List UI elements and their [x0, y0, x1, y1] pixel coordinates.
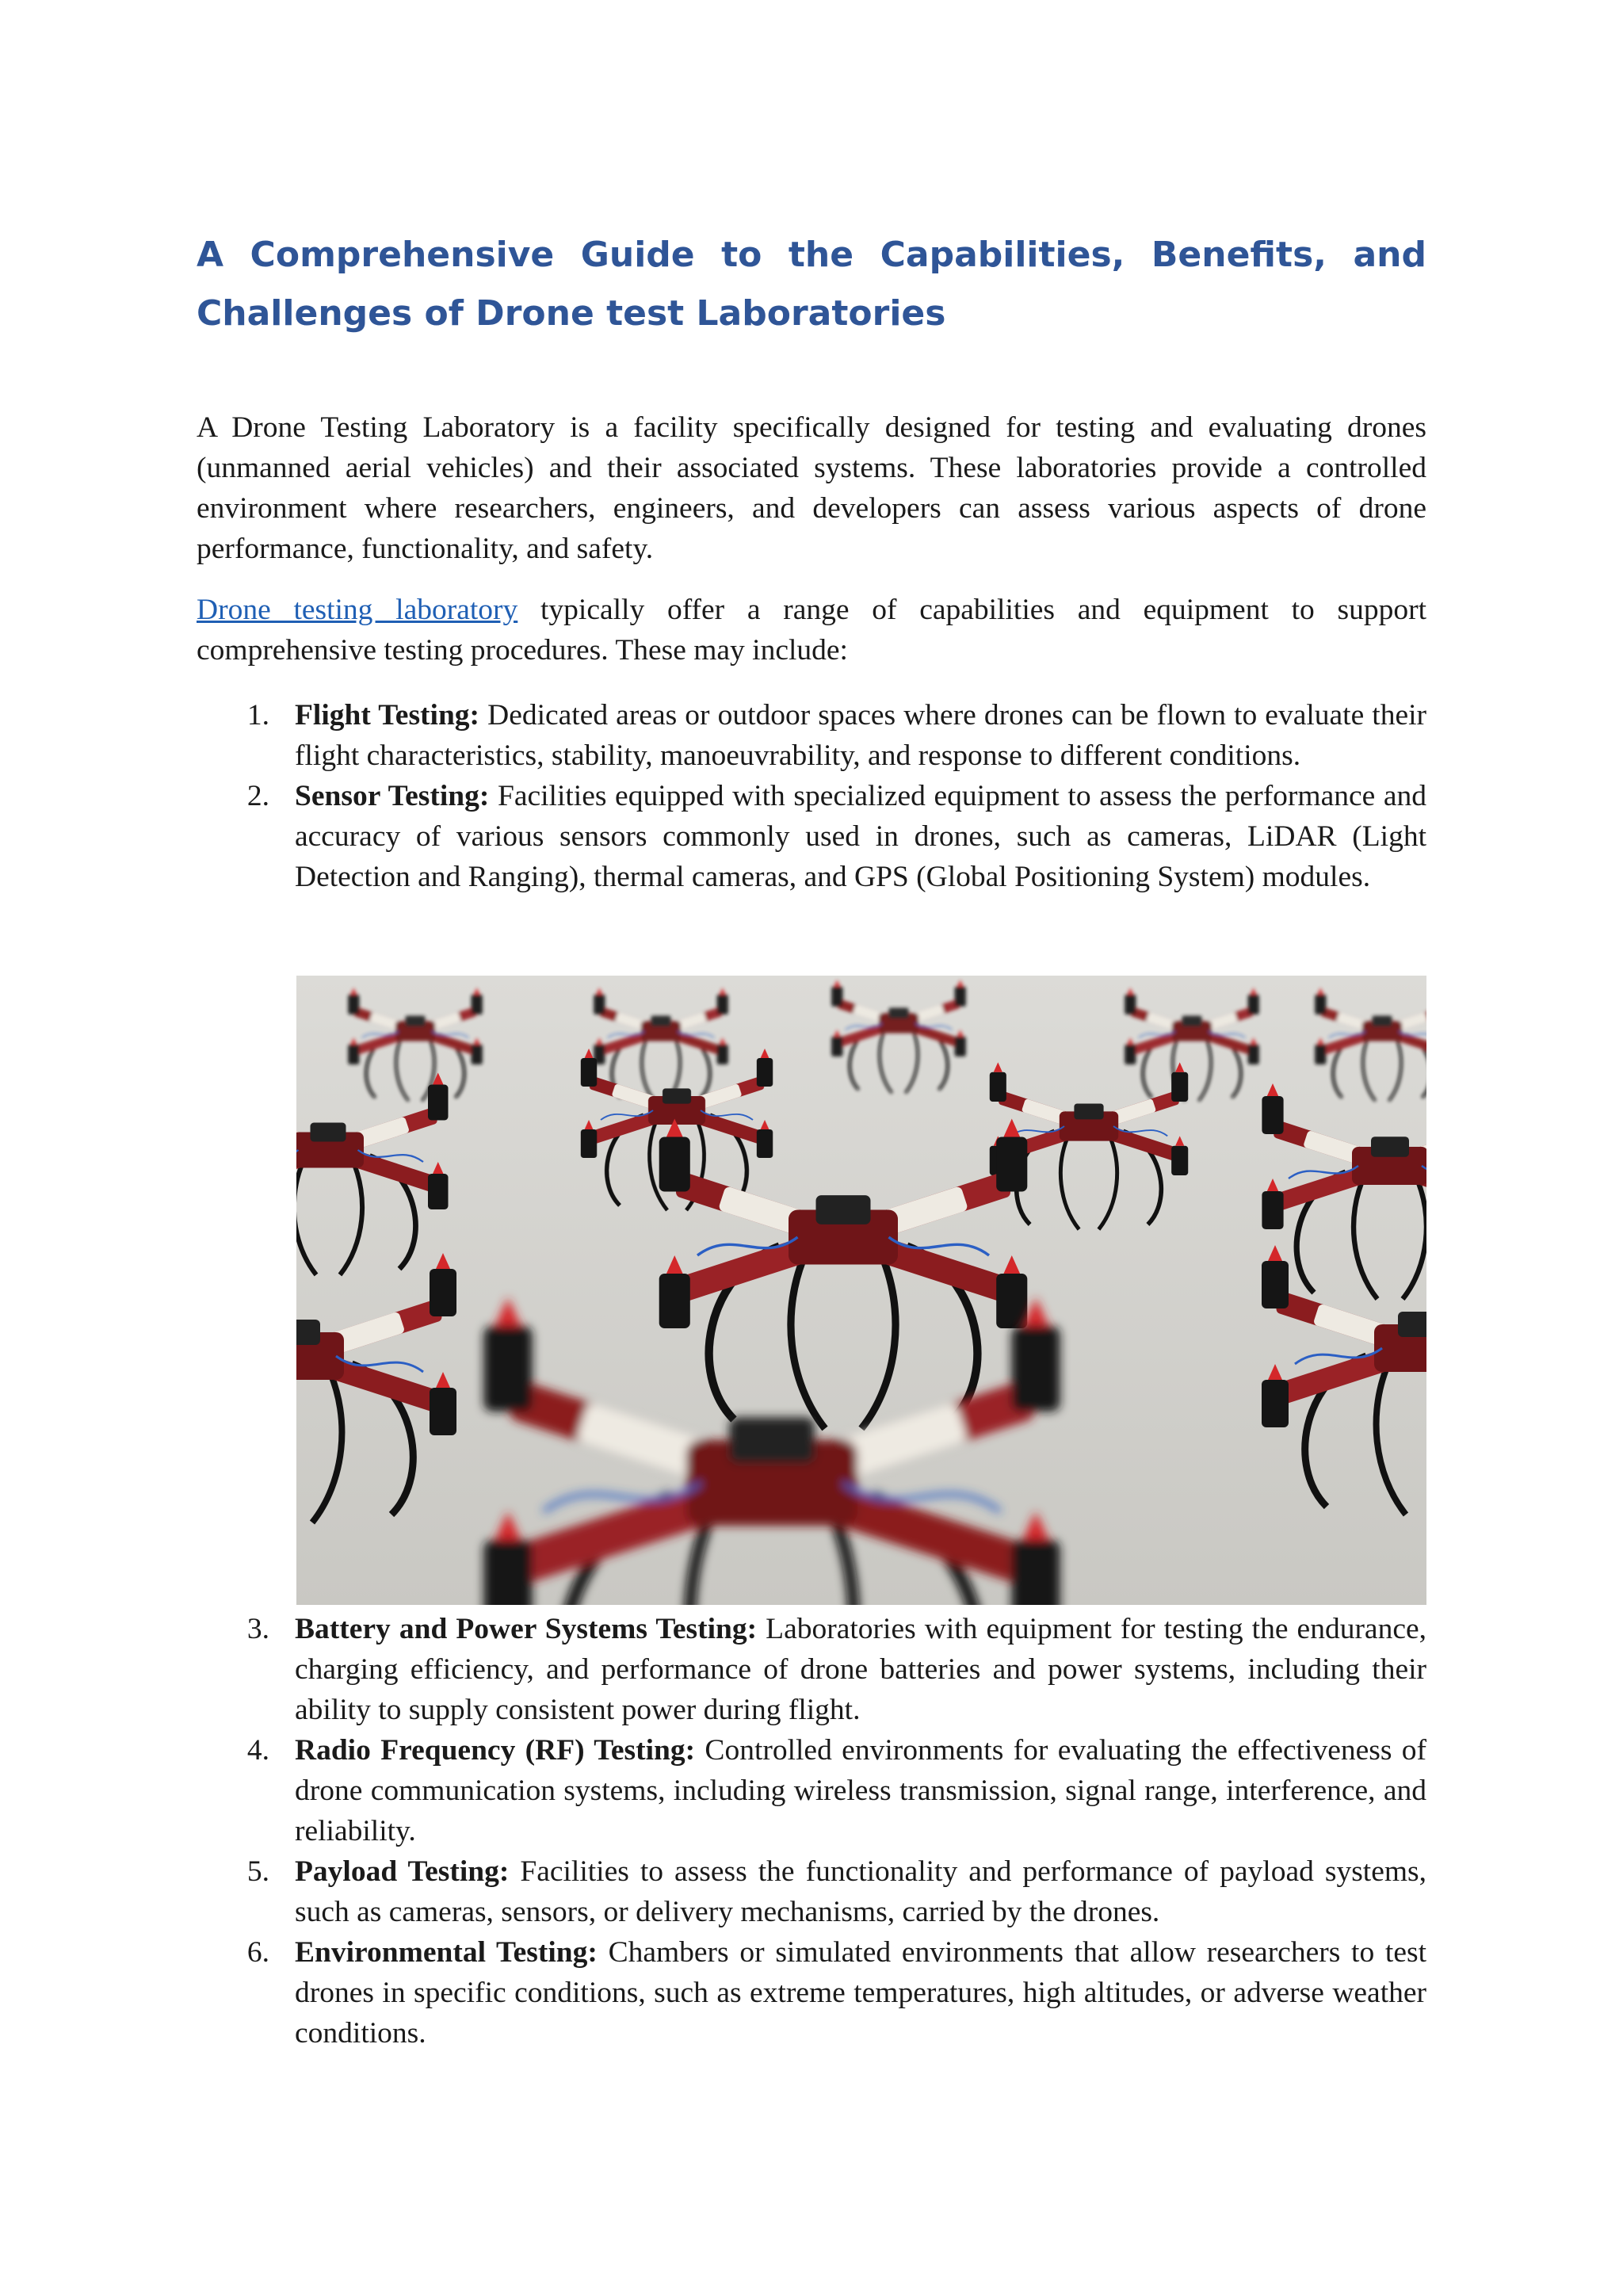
intro-paragraph: A Drone Testing Laboratory is a facility specifically designed for testing and evaluating drones (unmanned aerial vehicles) and their associated systems. These laboratories provide a controlled environment where researchers, engineers, and developers can assess various aspects of drone performance, functionality, and safety. [197, 411, 1426, 565]
list-item-term: Battery and Power Systems Testing: [295, 1613, 758, 1645]
list-item-number: 3. [246, 1613, 269, 1645]
list-item [197, 1932, 1426, 2053]
drone-fleet-illustration [296, 976, 1426, 1605]
capabilities-list-part-2 [197, 1609, 1426, 2053]
list-item-term: Radio Frequency (RF) Testing: [295, 1734, 696, 1767]
drone-lab-photo [296, 976, 1426, 1605]
document-title: A Comprehensive Guide to the Capabilities, Benefits, and Challenges of Drone test Laboratories [197, 235, 1426, 334]
list-item-number: 1. [246, 699, 269, 732]
list-item-text: Laboratories with equipment for testing the endurance, charging efficiency, and performance of drone batteries and power systems, including their ability to supply consistent power during flight. [295, 1613, 1426, 1726]
list-item-text: Controlled environments for evaluating the effectiveness of drone communication systems, including wireless transmission, signal range, interference, and reliability. [295, 1734, 1426, 1847]
list-item-text: Facilities to assess the functionality and performance of payload systems, such as cameras, sensors, or delivery mechanisms, carried by the drones. [295, 1855, 1426, 1928]
list-item-number: 2. [246, 780, 269, 812]
capabilities-list-part-1 [197, 695, 1426, 897]
list-item-number: 6. [246, 1936, 269, 1969]
list-item [197, 1730, 1426, 1851]
list-item [197, 1851, 1426, 1932]
list-item-text: Chambers or simulated environments that allow researchers to test drones in specific conditions, such as extreme temperatures, high altitudes, or adverse weather conditions. [295, 1936, 1426, 2050]
lead-paragraph [197, 590, 1426, 670]
list-item-term: Payload Testing: [295, 1855, 510, 1888]
lead-paragraph-text: typically offer a range of capabilities and equipment to support comprehensive testing procedures. These may include: [197, 594, 1426, 667]
list-item [197, 776, 1426, 897]
list-item-number: 4. [246, 1734, 269, 1767]
list-item-text: Dedicated areas or outdoor spaces where drones can be flown to evaluate their flight characteristics, stability, manoeuvrability, and response to different conditions. [295, 699, 1426, 772]
list-item [197, 1609, 1426, 1730]
list-item-term: Flight Testing: [295, 699, 480, 732]
list-item-number: 5. [246, 1855, 269, 1888]
list-item-term: Sensor Testing: [295, 780, 490, 812]
list-item-text: Facilities equipped with specialized equipment to assess the performance and accuracy of various sensors commonly used in drones, such as cameras, LiDAR (Light Detection and Ranging), thermal cameras, and GPS (Global Positioning System) modules. [295, 780, 1427, 893]
drone-testing-laboratory-link[interactable]: Drone testing laboratory [197, 594, 518, 626]
list-item-term: Environmental Testing: [295, 1936, 598, 1969]
list-item [197, 695, 1426, 776]
